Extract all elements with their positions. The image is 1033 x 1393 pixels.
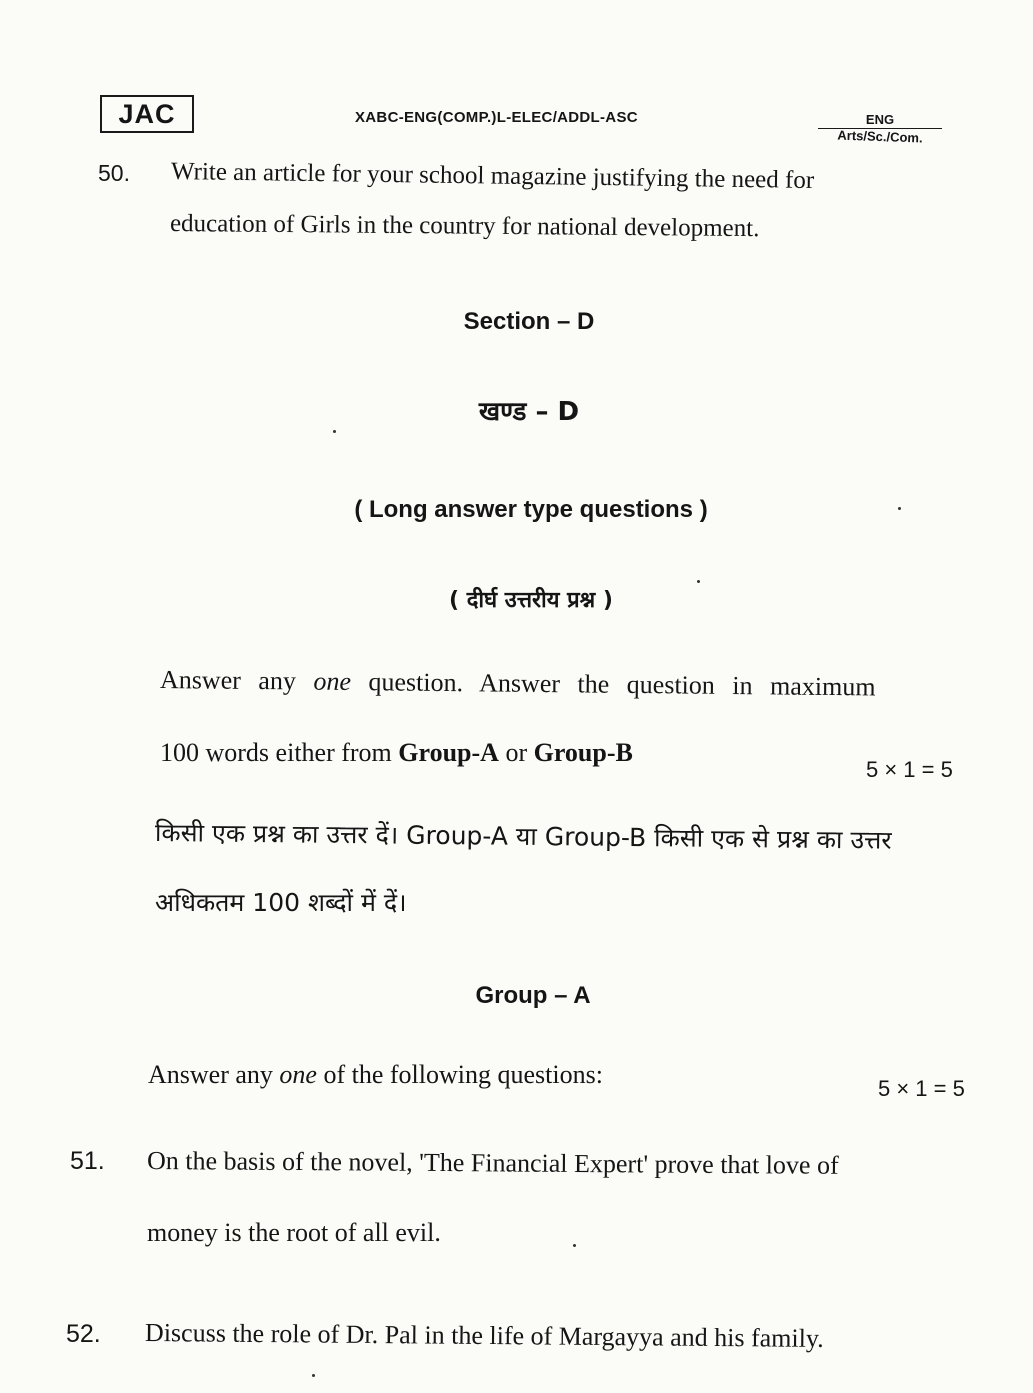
instructions-line-2-mid: or [498,738,534,767]
instructions-line-2-pre: 100 words either from [160,738,399,767]
scan-speck [333,430,336,433]
group-a-reference: Group-A [398,738,499,767]
subject-block [812,112,948,145]
group-a-instruction-emphasis: one [279,1060,317,1089]
scan-speck [697,580,700,583]
question-50-number: 50. [98,160,130,186]
instructions-hindi-line-1: किसी एक प्रश्न का उत्तर दें। Group-A या Group-B किसी एक से प्रश्न का उत्तर [154,818,892,855]
instructions-line-1-pre: Answer any [159,665,314,696]
paper-code: XABC-ENG(COMP.)L-ELEC/ADDL-ASC [355,109,638,126]
instructions-marks: 5 × 1 = 5 [866,757,953,782]
group-a-instruction-post: of the following questions: [316,1060,603,1089]
subject-code: ENG [818,112,942,129]
group-a-marks: 5 × 1 = 5 [878,1076,965,1101]
scan-speck [312,1374,315,1377]
group-a-instruction [148,1060,603,1090]
question-52-number: 52. [66,1320,101,1348]
section-type-hindi: ( दीर्घ उत्तरीय प्रश्न ) [449,588,613,613]
group-a-instruction-pre: Answer any [148,1060,280,1089]
question-50-line-1: Write an article for your school magazine justifying the need for [170,158,815,194]
section-title: Section – D [463,308,595,335]
group-b-reference: Group-B [533,738,633,767]
instructions-line-2 [160,738,633,768]
group-a-title: Group – A [475,982,591,1009]
instructions-line-1-emphasis: one [313,666,352,696]
board-logo-box: JAC [100,95,194,133]
instructions-hindi-line-2: अधिकतम 100 शब्दों में दें। [155,888,407,917]
instructions-line-1 [160,665,960,703]
section-title-hindi: खण्ड – D [478,397,580,427]
question-52-line-1: Discuss the role of Dr. Pal in the life of Margayya and his family. [144,1318,824,1353]
instructions-line-1-post: question. Answer the question in maximum [350,667,876,702]
scan-speck [573,1244,576,1247]
stream-list: Arts/Sc./Com. [837,127,923,146]
scan-speck [898,507,901,510]
question-51-line-2: money is the root of all evil. [147,1218,441,1247]
section-type: ( Long answer type questions ) [354,496,708,523]
question-51-number: 51. [70,1147,105,1175]
question-50-line-2: education of Girls in the country for national development. [169,210,760,243]
question-51-line-1: On the basis of the novel, 'The Financial Expert' prove that love of [146,1146,839,1180]
